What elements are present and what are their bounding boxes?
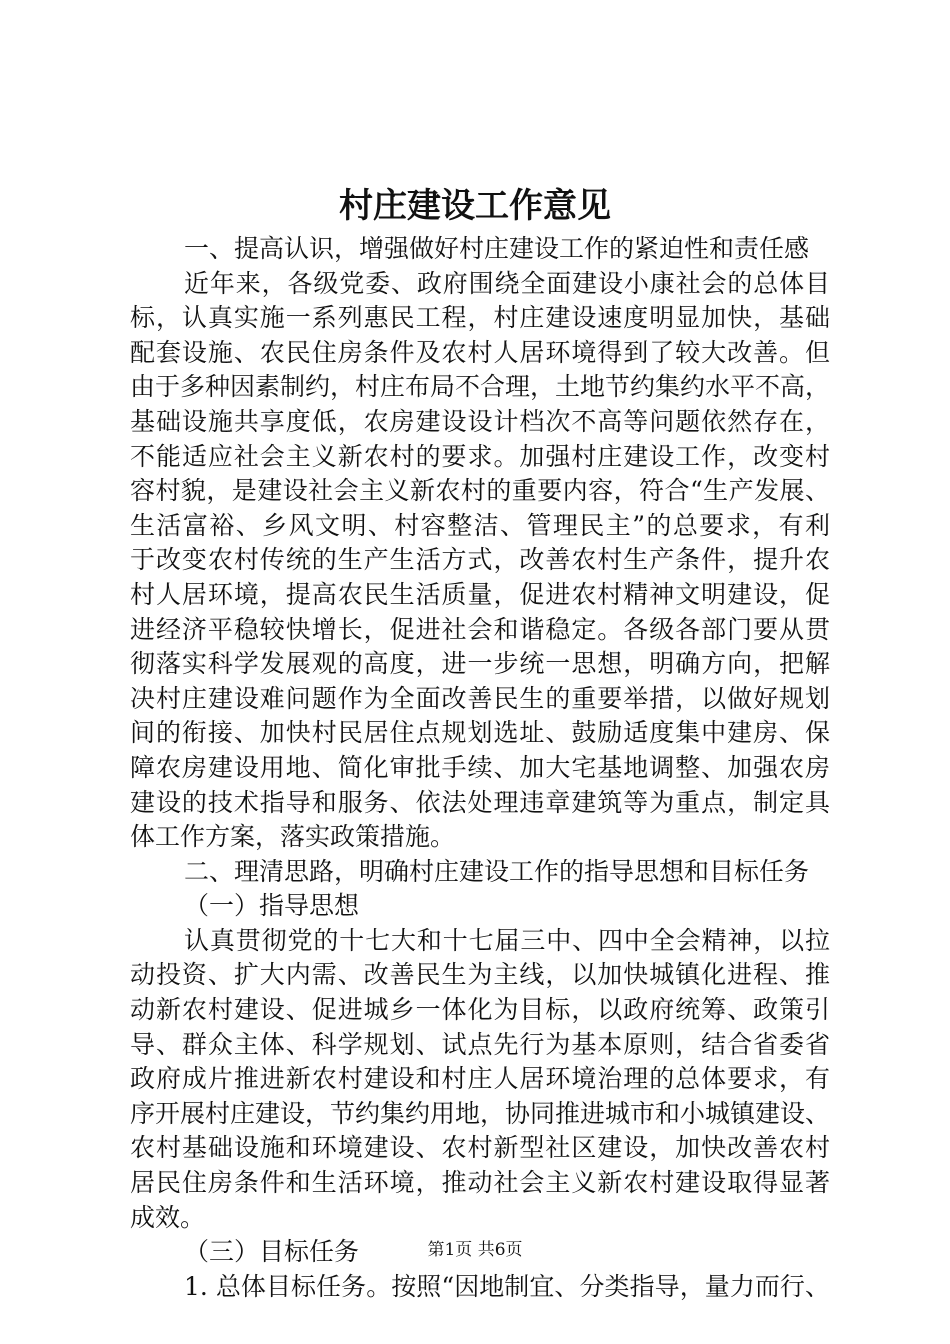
text-line: 政府成片推进新农村建设和村庄人居环境治理的总体要求，有 — [130, 1064, 830, 1094]
text-line: 由于多种因素制约，村庄布局不合理，土地节约集约水平不高， — [130, 372, 831, 402]
text-line: 农村基础设施和环境建设、农村新型社区建设，加快改善农村 — [130, 1133, 830, 1163]
text-line: 彻落实科学发展观的高度，进一步统一思想，明确方向，把解 — [130, 649, 830, 679]
text-line: 障农房建设用地、简化审批手续、加大宅基地调整、加强农房 — [130, 752, 830, 782]
text-line: 认真贯彻党的十七大和十七届三中、四中全会精神，以拉 — [184, 925, 830, 955]
text-line: 基础设施共享度低，农房建设设计档次不高等问题依然存在， — [130, 406, 830, 436]
text-line: 不能适应社会主义新农村的要求。加强村庄建设工作，改变村 — [130, 441, 830, 471]
text-line: 容村貌，是建设社会主义新农村的重要内容，符合“生产发展、 — [130, 476, 830, 506]
text-line: 体工作方案，落实政策措施。 — [130, 822, 456, 852]
text-line: 成效。 — [130, 1202, 206, 1232]
text-line: 标，认真实施一系列惠民工程，村庄建设速度明显加快，基础 — [130, 303, 830, 333]
document-body — [130, 232, 830, 1304]
text-line: 进经济平稳较快增长，促进社会和谐稳定。各级各部门要从贯 — [130, 614, 830, 644]
text-line: 导、群众主体、科学规划、试点先行为基本原则，结合省委省 — [130, 1029, 830, 1059]
text-line: 动投资、扩大内需、改善民生为主线，以加快城镇化进程、推 — [130, 960, 830, 990]
text-line: 近年来，各级党委、政府围绕全面建设小康社会的总体目 — [184, 268, 830, 298]
text-line: 居民住房条件和生活环境，推动社会主义新农村建设取得显著 — [130, 1168, 830, 1198]
text-line: 村人居环境，提高农民生活质量，促进农村精神文明建设，促 — [130, 579, 830, 609]
text-line: 建设的技术指导和服务、依法处理违章建筑等为重点，制定具 — [130, 787, 830, 817]
text-line: 生活富裕、乡风文明、村容整洁、管理民主”的总要求，有利 — [130, 510, 830, 540]
text-line: 决村庄建设难问题作为全面改善民生的重要举措，以做好规划 — [130, 683, 830, 713]
text-line: 间的衔接、加快村民居住点规划选址、鼓励适度集中建房、保 — [130, 718, 830, 748]
text-line: 1. 总体目标任务。按照“因地制宜、分类指导，量力而行、 — [184, 1271, 830, 1301]
text-line: 动新农村建设、促进城乡一体化为目标，以政府统筹、政策引 — [130, 995, 830, 1025]
text-line: （三）目标任务 — [184, 1237, 360, 1267]
page-footer: 第1页 共6页 — [427, 1240, 523, 1260]
text-line: 配套设施、农民住房条件及农村人居环境得到了较大改善。但 — [130, 337, 830, 367]
text-line: 序开展村庄建设，节约集约用地，协同推进城市和小城镇建设、 — [130, 1098, 831, 1128]
text-line: 二、理清思路，明确村庄建设工作的指导思想和目标任务 — [184, 856, 810, 886]
document-title: 村庄建设工作意见 — [339, 186, 611, 226]
text-line: （一）指导思想 — [184, 891, 360, 921]
text-line: 一、提高认识，增强做好村庄建设工作的紧迫性和责任感 — [184, 234, 810, 263]
text-line: 于改变农村传统的生产生活方式，改善农村生产条件，提升农 — [130, 545, 830, 575]
